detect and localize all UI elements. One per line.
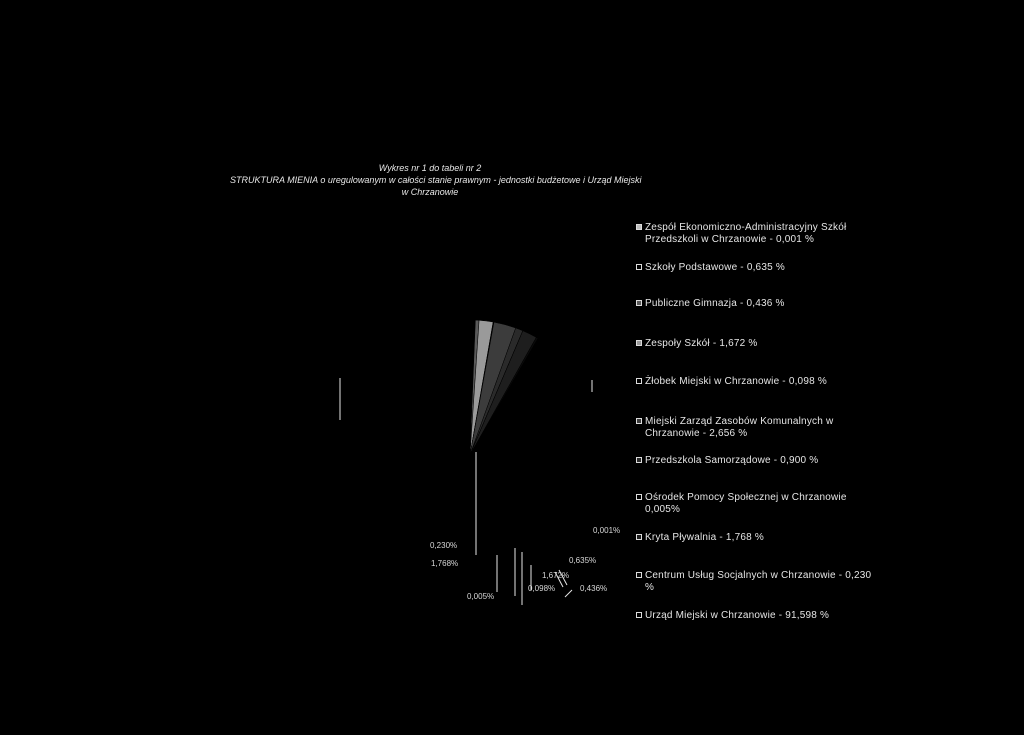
legend-label: Kryta Pływalnia - 1,768 % xyxy=(645,532,764,543)
data-label: 0,230% xyxy=(430,541,458,550)
legend-label: Miejski Zarząd Zasobów Komunalnych w Chrzanowie - 2,656 % xyxy=(645,416,834,439)
data-label: 0,098% xyxy=(528,584,556,593)
legend-item xyxy=(636,610,876,622)
data-label: 1,768% xyxy=(431,559,459,568)
data-label: 0,001% xyxy=(593,526,621,535)
legend-label: Urząd Miejski w Chrzanowie - 91,598 % xyxy=(645,610,830,621)
legend-item xyxy=(636,570,876,594)
legend-label: Zespół Ekonomiczno-Administracyjny Szkół Przedszkoli w Chrzanowie - 0,001 % xyxy=(645,222,847,245)
leader-line xyxy=(565,590,572,597)
legend-swatch xyxy=(636,300,642,306)
legend-item xyxy=(636,416,876,440)
legend-item xyxy=(636,262,876,274)
legend-swatch xyxy=(636,572,642,578)
legend-label: Ośrodek Pomocy Społecznej w Chrzanowie 0,005% xyxy=(645,492,847,515)
legend-swatch xyxy=(636,534,642,540)
legend-label: Przedszkola Samorządowe - 0,900 % xyxy=(645,455,819,466)
legend-item xyxy=(636,455,876,467)
legend-item xyxy=(636,492,876,516)
data-label: 0,436% xyxy=(580,584,608,593)
data-label: 0,005% xyxy=(467,592,495,601)
legend-label: Centrum Usług Socjalnych w Chrzanowie - 0,230 % xyxy=(645,570,872,593)
legend-label: Żłobek Miejski w Chrzanowie - 0,098 % xyxy=(645,376,827,387)
legend-item xyxy=(636,222,876,246)
legend-item xyxy=(636,338,876,350)
legend-label: Zespoły Szkół - 1,672 % xyxy=(645,338,758,349)
data-label: 1,672% xyxy=(542,571,570,580)
legend-label: Publiczne Gimnazja - 0,436 % xyxy=(645,298,785,309)
legend-swatch xyxy=(636,224,642,230)
legend-swatch xyxy=(636,612,642,618)
legend-swatch xyxy=(636,340,642,346)
chart-title-line-2: STRUKTURA MIENIA o uregulowanym w całości stanie prawnym - jednostki budżetowe i Urząd Miejski xyxy=(230,175,642,185)
chart-title-line-3: w Chrzanowie xyxy=(401,187,459,197)
legend-item xyxy=(636,532,876,544)
legend-swatch xyxy=(636,378,642,384)
pie-slices-group xyxy=(335,320,605,590)
legend-swatch xyxy=(636,494,642,500)
legend-swatch xyxy=(636,457,642,463)
legend-item xyxy=(636,376,876,388)
legend-label: Szkoły Podstawowe - 0,635 % xyxy=(645,262,785,273)
legend-swatch xyxy=(636,264,642,270)
legend-item xyxy=(636,298,876,310)
pie-slice xyxy=(335,320,605,590)
chart-title-line-1: Wykres nr 1 do tabeli nr 2 xyxy=(378,163,482,173)
data-label: 0,635% xyxy=(569,556,597,565)
legend-swatch xyxy=(636,418,642,424)
